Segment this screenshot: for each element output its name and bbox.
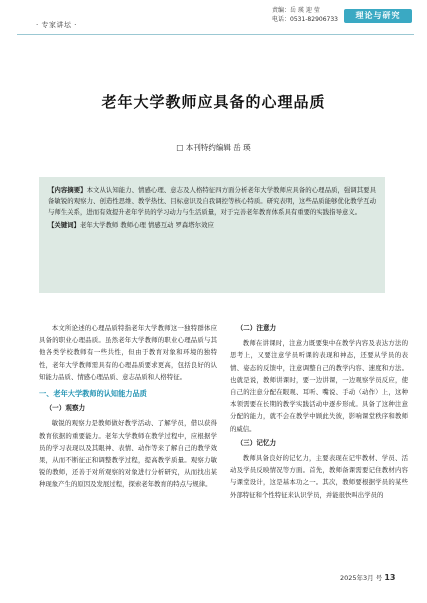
left-column: [39, 322, 217, 491]
keywords: [48, 220, 376, 231]
subheading-memory: （三）记忆力: [236, 438, 277, 447]
article-author: □ 本刊特约编辑 岳 瑛: [176, 143, 251, 152]
editor-line: 责编：岳 瑛 迎 莹: [272, 7, 320, 14]
observation-paragraph: 敏锐的观察力是教师做好教学活动、了解学员，借以获得教育依据的重要能力。老年大学教师在教学过程中，应根据学员的学习表现以及其眼神、表情、动作等来了解自己的教学效果，从而不断征正和调整教学过程，提高教学质量。观察力敏锐的教师，还善于对所观察的对象进行分析研究，从而找出某种现象产生的原因及发展过程，探索老年教育的特点与规律。: [39, 419, 217, 489]
article-title: 老年大学教师应具备的心理品质: [101, 93, 326, 111]
subheading-observation: （一）观察力: [45, 404, 86, 413]
phone-line: 电话：0531-82906733: [272, 16, 338, 23]
issue-date: 2025年3月 号: [340, 574, 383, 582]
right-column: [230, 320, 408, 501]
section-badge: 理论与研究: [344, 9, 412, 23]
abstract-box: [39, 177, 385, 293]
keywords-text: 老年大学教师 教师心理 情感互动 罗森塔尔效应: [79, 221, 214, 230]
page-number: 13: [384, 573, 396, 582]
column-name: · 专家讲坛 ·: [36, 21, 77, 29]
subheading-attention: （二）注意力: [236, 324, 277, 332]
attention-paragraph: 教师在讲课时，注意力既要集中在教学内容及表达方法的思考上，又要注意学员听课的表现和神态，还要从学员的表情、姿态的反馈中，注意调整自己的教学内容、速度和方法。也就是说，教师讲课时，要一边讲课，一边观察学员反应，使自己的注意分配在眼观、耳听、嘴说、手动（动作）上，这种本领需要在长期的教学实践活动中逐步形成。具备了这种注意分配的能力，就不会在教学中顾此失彼，影响课堂秩序和教师的威信。: [230, 339, 408, 433]
abstract-content: [48, 185, 376, 217]
memory-paragraph: 教师具备良好的记忆力，主要表现在记牢教材、学员、活动及学员反映情况等方面。首先，教师备课需要记住教材内容与课堂设计，这是基本功之一。其次，教师要根据学员的某些外部特征和个性特征来认识学员，并能很快叫出学员的: [230, 454, 408, 499]
page-footer: [340, 573, 395, 582]
abstract-label: 【内容摘要】: [48, 186, 87, 194]
header-divider: [17, 34, 414, 35]
intro-paragraph: 本文所论述的心理品质特指老年大学教师这一独特群体应具备的职业心理品质。虽然老年大学教师的职业心理品质与其他各类学校教师有一些共性，但由于教育对象和环境的独特性，老年大学教师需具有的心理品质要求更高，包括良好的认知能力品质、情感心理品质、意志品质和人格特征。: [39, 324, 217, 381]
editor-info: [272, 6, 338, 24]
keywords-label: 【关键词】: [48, 221, 80, 230]
abstract-text: 本文从认知能力、情感心理、意志及人格特征四方面分析老年大学教师应具备的心理品质，强调其要具备敏锐的观察力、创造性思维、教学热忱、目标意识及自我调控等核心特质。研究表明，这些品质能够优化教学互动与师生关系，进而有效提升老年学员的学习动力与生活质量，对于完善老年教育体系具有重要的实践指导意义。: [48, 186, 376, 216]
section-heading: 一、老年大学教师的认知能力品质: [39, 389, 147, 399]
